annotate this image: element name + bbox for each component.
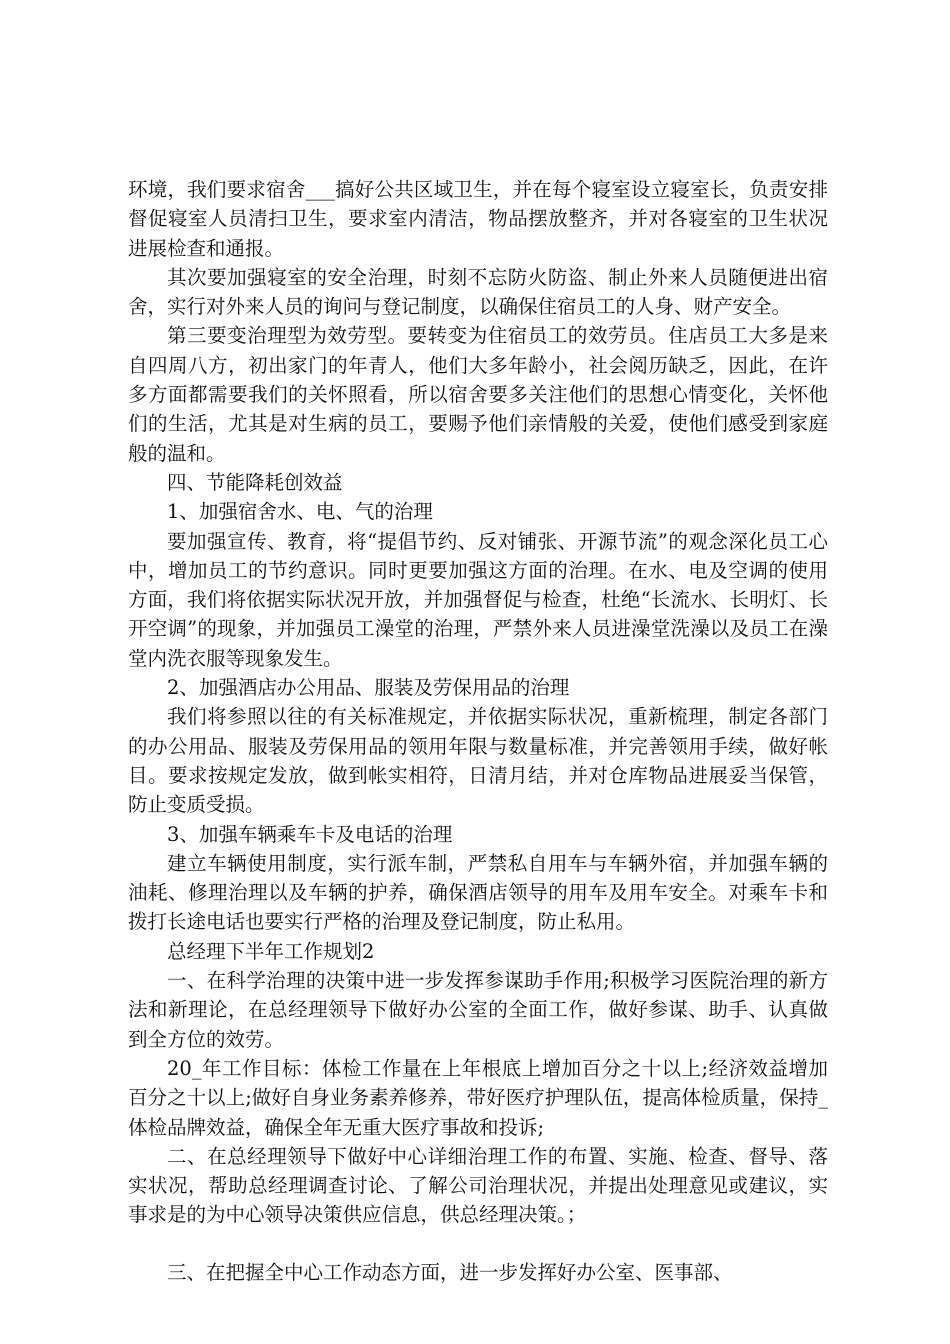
paragraph-office-supplies: 我们将参照以往的有关标准规定，并依据实际状况，重新梳理，制定各部门的办公用品、服装及劳保用品的领用年限与数量标准，并完善领用手续，做好帐目。要求按规定发放，做到帐实相符，日清月结，并对仓库物品进展妥当保管，防止变质受损。	[128, 705, 828, 817]
paragraph-dormitory-safety: 其次要加强寝室的安全治理，时刻不忘防火防盗、制止外来人员随便进出宿舍，实行对外来人员的询问与登记制度，以确保住宿员工的人身、财产安全。	[128, 265, 828, 319]
paragraph-work-goals: 20_年工作目标：体检工作量在上年根底上增加百分之十以上;经济效益增加百分之十以上;做好自身业务素养修养，带好医疗护理队伍，提高体检质量，保持_体检品牌效益，确保全年无重大医疗事故和投诉;	[128, 1056, 828, 1139]
subheading-vehicles-phone: 3、加强车辆乘车卡及电话的治理	[167, 822, 453, 846]
paragraph-utilities-management: 要加强宣传、教育，将“提倡节约、反对铺张、开源节流”的观念深化员工心中，增加员工的节约意识。同时更要加强这方面的治理。在水、电及空调的使用方面，我们将依据实际状况开放，并加强督促与检查，杜绝“长流水、长明灯、长开空调”的现象，并加强员工澡堂的治理，严禁外来人员进澡堂洗澡以及员工在澡堂内洗衣服等现象发生。	[128, 529, 828, 670]
document-body	[128, 175, 828, 1287]
paragraph-work-dynamics: 三、在把握全中心工作动态方面，进一步发挥好办公室、医事部、	[167, 1260, 733, 1284]
paragraph-vehicles-phone: 建立车辆使用制度，实行派车制，严禁私自用车与车辆外宿，并加强车辆的油耗、修理治理以及车辆的护养，确保酒店领导的用车及用车安全。对乘车卡和拨打长途电话也要实行严格的治理及登记制度，防止私用。	[128, 851, 828, 934]
paragraph-service-transformation: 第三要变治理型为效劳型。要转变为住宿员工的效劳员。住店员工大多是来自四周八方，初出家门的年青人，他们大多年龄小，社会阅历缺乏，因此，在许多方面都需要我们的关怀照看，所以宿舍要多关注他们的思想心情变化，关怀他们的生活，尤其是对生病的员工，要赐予他们亲情般的关爱，使他们感受到家庭般的温和。	[128, 324, 828, 465]
section-title-plan-2: 总经理下半年工作规划2	[167, 939, 375, 963]
subheading-office-supplies: 2、加强酒店办公用品、服装及劳保用品的治理	[167, 676, 570, 700]
paragraph-dormitory-hygiene: 环境，我们要求宿舍___搞好公共区域卫生，并在每个寝室设立寝室长，负责安排督促寝室人员清扫卫生，要求室内清洁，物品摆放整齐，并对各寝室的卫生状况进展检查和通报。	[128, 178, 828, 260]
paragraph-advisory-role: 一、在科学治理的决策中进一步发挥参谋助手作用;积极学习医院治理的新方法和新理论，在总经理领导下做好办公室的全面工作，做好参谋、助手、认真做到全方位的效劳。	[128, 969, 828, 1051]
subheading-utilities-management: 1、加强宿舍水、电、气的治理	[167, 500, 433, 524]
heading-energy-saving: 四、节能降耗创效益	[167, 470, 343, 494]
paragraph-management-supervision: 二、在总经理领导下做好中心详细治理工作的布置、实施、检查、督导、落实状况，帮助总经理调查讨论、了解公司治理状况，并提出处理意见或建议，实事求是的为中心领导决策供应信息，供总经理决策。；	[128, 1144, 828, 1227]
